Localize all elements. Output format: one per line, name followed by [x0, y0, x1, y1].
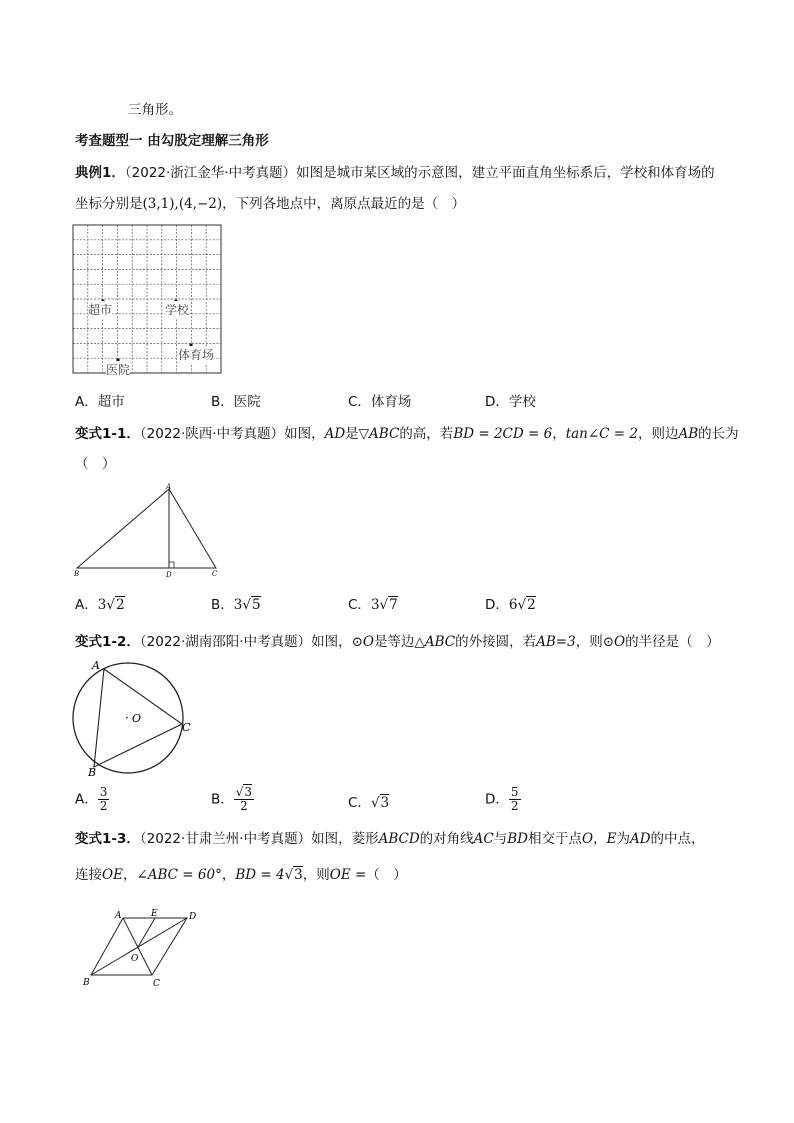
q1-coord-1: (3,1) [142, 196, 175, 212]
q4-line-2: 连接OE，∠ABC = 60°，BD = 4√3，则OE =（ ） [75, 867, 407, 883]
q4-segment-oe [138, 918, 155, 947]
q1-label-stadium: 体育场 [178, 348, 215, 362]
q4-source: （2022·甘肃兰州·中考真题） [139, 831, 312, 847]
q2-option-b[interactable]: B．3√5 [211, 597, 261, 613]
q2-vertex-c: C [212, 570, 218, 578]
section-title: 考查题型一 由勾股定理解三角形 [75, 133, 269, 149]
q4-vertex-d: D [189, 912, 197, 922]
q1-coord-2: (4,−2) [178, 196, 223, 212]
q2-option-a[interactable]: A．3√2 [75, 597, 125, 613]
q2-paren: （ ） [75, 456, 116, 472]
q2-label: 变式1-1． [75, 426, 140, 442]
q1-option-a[interactable]: A．超市 [75, 394, 125, 410]
intro-text: 三角形。 [128, 102, 182, 118]
q1-option-c[interactable]: C．体育场 [348, 394, 412, 410]
q4-point-o: O [131, 954, 139, 964]
q1-label: 典例1． [75, 165, 125, 181]
q4-point-e: E [151, 909, 158, 919]
q2-triangle [77, 489, 216, 568]
q2-vertex-b: B [74, 570, 80, 578]
q4-vertex-b: B [83, 978, 90, 988]
q1-line-1 [75, 164, 715, 182]
q3-vertex-a: A [92, 659, 100, 672]
q2-option-c[interactable]: C．3√7 [348, 597, 398, 613]
q4-vertex-a: A [115, 911, 122, 921]
q2-vertex-a: A [166, 483, 172, 491]
q2-triangle-figure [68, 480, 228, 582]
q3-circle-figure [66, 652, 206, 778]
q4-diagonal-bd [91, 918, 187, 975]
q4-vertex-c: C [153, 979, 160, 989]
q3-center-dot: · [125, 711, 129, 725]
q2-line-1: 变式1-1．（2022·陕西·中考真题）如图，AD是▽ABC的高，若BD = 2CD = 6，tan∠C = 2，则边AB的长为 [75, 426, 739, 442]
q1-option-b[interactable]: B．医院 [211, 394, 261, 410]
q3-center-o: O [132, 712, 142, 725]
q1-text-2b: ，下列各地点中，离原点最近的是（ ） [222, 196, 466, 212]
q3-option-d[interactable]: D． $\frac{5}{2}$ [485, 785, 519, 813]
q3-vertex-c: C [182, 721, 191, 734]
q1-text-2a: 坐标分别是 [75, 196, 143, 212]
q4-label: 变式1-3． [75, 831, 140, 847]
q2-vertex-d: D [166, 571, 172, 579]
q4-rhombus-figure [78, 906, 208, 990]
q1-label-hospital: 医院 [106, 363, 131, 377]
q3-line-1: 变式1-2．（2022·湖南邵阳·中考真题）如图，⊙O是等边△ABC的外接圆，若AB=3，则⊙O的半径是（ ） [75, 634, 720, 650]
q3-source: （2022·湖南邵阳·中考真题） [139, 634, 312, 650]
q1-label-school: 学校 [165, 303, 190, 317]
q2-option-d[interactable]: D．6√2 [485, 597, 536, 613]
q1-source: （2022·浙江金华·中考真题） [124, 165, 297, 181]
q1-text-1: 如图是城市某区域的示意图，建立平面直角坐标系后，学校和体育场的 [296, 165, 715, 181]
q1-label-supermarket: 超市 [88, 303, 113, 317]
q2-source: （2022·陕西·中考真题） [139, 426, 285, 442]
q4-diagonal-ac [123, 918, 152, 975]
q1-comma: , [174, 196, 179, 212]
q1-option-d[interactable]: D．学校 [485, 394, 536, 410]
q4-line-1: 变式1-3．（2022·甘肃兰州·中考真题）如图，菱形ABCD的对角线AC与BD相交于点O，E为AD的中点， [75, 831, 705, 847]
q1-line-2 [75, 195, 465, 213]
q3-vertex-b: B [88, 766, 97, 778]
q3-option-a[interactable]: A． $\frac{3}{2}$ [75, 785, 108, 813]
q3-label: 变式1-2． [75, 634, 140, 650]
q3-option-b[interactable]: B． $\frac{√3}{2}$ [211, 785, 253, 813]
q3-option-c[interactable]: C．√3 [348, 795, 390, 811]
q2-right-angle-mark [169, 562, 174, 568]
